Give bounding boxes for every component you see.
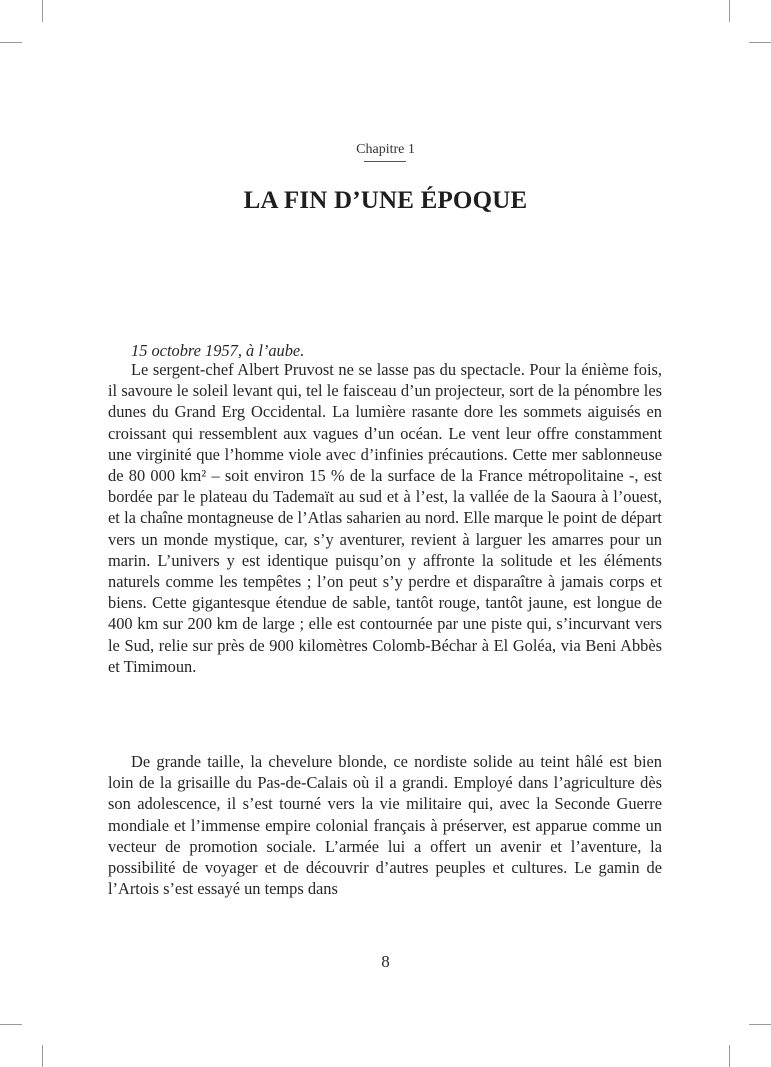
crop-mark-top-left-horizontal bbox=[0, 42, 22, 43]
crop-mark-top-left-vertical bbox=[42, 0, 43, 22]
crop-mark-bottom-left-vertical bbox=[42, 1045, 43, 1067]
body-paragraph: De grande taille, la chevelure blonde, ce nordiste solide au teint hâlé est bien loin de la grisaille du Pas-de-Calais où il a grandi. Employé dans l’agriculture dès son adolescence, il s’est tourné vers la vie militaire qui, avec la Seconde Guerre mondiale et l’immense empire colonial français à préserver, est apparue comme un vecteur de promotion sociale. L’armée lui a offert un avenir et l’aventure, la possibilité de voyager et de découvrir d’autres peuples et cultures. Le gamin de l’Artois s’est essayé un temps dans bbox=[108, 752, 662, 899]
chapter-title: LA FIN D’UNE ÉPOQUE bbox=[243, 187, 528, 214]
chapter-divider bbox=[364, 161, 406, 162]
crop-mark-top-right-vertical bbox=[729, 0, 730, 22]
body-paragraph: Le sergent-chef Albert Pruvost ne se lasse pas du spectacle. Pour la énième fois, il savoure le soleil levant qui, tel le faisceau d’un projecteur, sort de la pénombre les dunes du Grand Erg Occidental. La lumière rasante dore les sommets aiguisés en croissant qui ressemblent aux vagues d’un océan. Le vent leur offre constamment une virginité que l’homme viole avec d’infinies précautions. Cette mer sablonneuse de 80 000 km² – soit environ 15 % de la surface de la France métropolitaine -, est bordée par le plateau du Tademaït au sud et à l’est, la vallée de la Saoura à l’ouest, et la chaîne montagneuse de l’Atlas saharien au nord. Elle marque le point de départ vers un monde mystique, car, s’y aventurer, revient à larguer les amarres pour un marin. L’univers y est identique puisqu’on y affronte la solitude et les éléments naturels comme les tempêtes ; l’on peut s’y perdre et disparaître à jamais corps et biens. Cette gigantesque étendue de sable, tantôt rouge, tantôt jaune, est longue de 400 km sur 200 km de large ; elle est contournée par une piste qui, s’incurvant vers le Sud, relie sur près de 900 kilomètres Colomb-Béchar à El Goléa, via Beni Abbès et Timimoun. bbox=[108, 360, 662, 676]
page-number: 8 bbox=[381, 952, 390, 971]
crop-mark-bottom-left-horizontal bbox=[0, 1024, 22, 1025]
dateline: 15 octobre 1957, à l’aube. bbox=[131, 341, 305, 360]
crop-mark-bottom-right-vertical bbox=[729, 1045, 730, 1067]
crop-mark-bottom-right-horizontal bbox=[749, 1024, 771, 1025]
crop-mark-top-right-horizontal bbox=[749, 42, 771, 43]
chapter-label: Chapitre 1 bbox=[356, 142, 415, 157]
